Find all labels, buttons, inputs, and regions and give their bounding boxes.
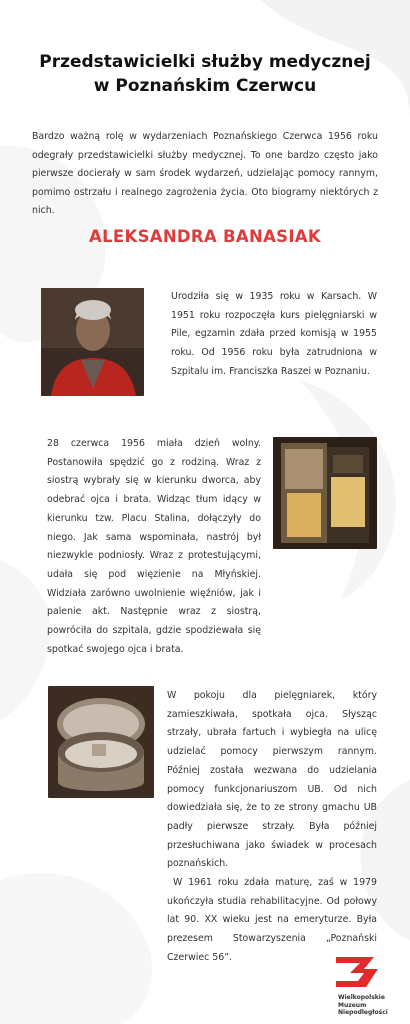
museum-exhibit-photo xyxy=(273,437,377,549)
biography-paragraph-1: Urodziła się w 1935 roku w Karsach. W 1951 roku rozpoczęła kurs pielęgniarski w Pile, egzamin zdała przed komisją w 1955 roku. Od 1956 roku była zatrudniona w Szpitalu im. Franciszka Raszei w Poznaniu. xyxy=(171,291,377,377)
biography-paragraph-2: 28 czerwca 1956 miała dzień wolny. Postanowiła spędzić go z rodziną. Wraz z siostrą wybrały się w kierunku dworca, aby odebrać ojca i brata. Widząc tłum idący w kierunku tzw. Placu Stalina, dołączyły do niego. Jak sama wspominała, nastrój był niezwykle podniosły. Wraz z protestującymi, udała się pod więzienie na Młyńskiej. Widziała zarówno uwolnienie więźniów, jak i palenie akt. Następnie wraz z siostrą, powróciła do szpitala, gdzie spodziewała się spotkać swojego ojca i brata. xyxy=(47,438,261,655)
person-name-heading: ALEKSANDRA BANASIAK xyxy=(89,227,321,246)
biography-paragraph-3 xyxy=(167,687,377,968)
biography-paragraph-3b: W 1961 roku zdała maturę, zaś w 1979 ukończyła studia rehabilitacyjne. Od połowy lat 90. XX wieku jest na emeryturze. Była prezesem Stowarzyszenia „Poznański Czerwiec 56”. xyxy=(167,877,377,963)
page-title xyxy=(20,50,390,98)
logo-line-1: Wielkopolskie xyxy=(338,994,385,1001)
title-line-2: w Poznańskim Czerwcu xyxy=(93,76,317,96)
sterilizer-box-photo xyxy=(48,686,154,798)
portrait-photo xyxy=(41,288,144,396)
museum-logo-text xyxy=(338,994,408,1017)
biography-paragraph-3a: W pokoju dla pielęgniarek, który zamieszkiwała, spotkała ojca. Słysząc strzały, ubrała fartuch i wybiegła na ulicę udzielać pomocy pierwszym rannym. Później została wezwana do udzielania pomocy funkcjonariuszom UB. Od nich dowiedziała się, że to ze strony gmachu UB padły pierwsze strzały. Była później przesłuchiwana jako świadek w procesach poznańskich. xyxy=(167,690,377,870)
title-line-1: Przedstawicielki służby medycznej xyxy=(39,52,371,72)
logo-line-3: Niepodległości xyxy=(338,1009,388,1016)
museum-logo-icon xyxy=(334,955,380,989)
intro-paragraph: Bardzo ważną rolę w wydarzeniach Poznańskiego Czerwca 1956 roku odegrały przedstawicielki służby medycznej. To one bardzo często jako pierwsze docierały w sam środek wydarzeń, udzielając pomocy rannym, pomimo ostrzału i realnego zagrożenia życia. Oto biogramy niektórych z nich. xyxy=(32,131,378,216)
logo-line-2: Muzeum xyxy=(338,1001,367,1009)
